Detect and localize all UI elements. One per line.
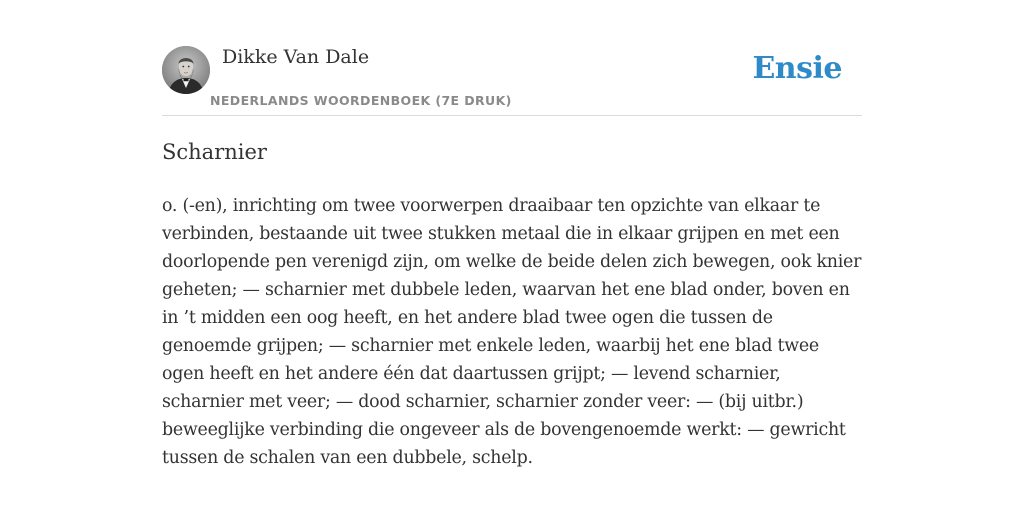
entry-definition: o. (-en), inrichting om twee voorwerpen draaibaar ten opzichte van elkaar te verbinden, bestaande uit twee stukken metaal die in elkaar grijpen en met een doorlopende pen verenigd zijn, om welke de beide delen zich bewegen, ook knier geheten; — scharnier met dubbele leden, waarvan het ene blad onder, boven en in ’t midden een oog heeft, en het andere blad twee ogen die tussen de genoemde grijpen; — scharnier met enkele leden, waarbij het ene blad twee ogen heeft en het andere één dat daartussen grijpt; — levend scharnier, scharnier met veer; — dood scharnier, scharnier zonder veer: — (bij uitbr.) beweeglijke verbinding die ongeveer als de bovengenoemde werkt: — gewricht tussen de schalen van een dubbele, schelp. (162, 196, 862, 468)
header (162, 44, 862, 116)
portrait-icon (162, 46, 210, 94)
author-name[interactable]: Dikke Van Dale (222, 46, 370, 68)
source-label: NEDERLANDS WOORDENBOEK (7E DRUK) (210, 93, 512, 108)
avatar[interactable] (162, 46, 210, 94)
ensie-logo[interactable]: Ensie (752, 51, 842, 86)
entry-title: Scharnier (162, 140, 267, 164)
